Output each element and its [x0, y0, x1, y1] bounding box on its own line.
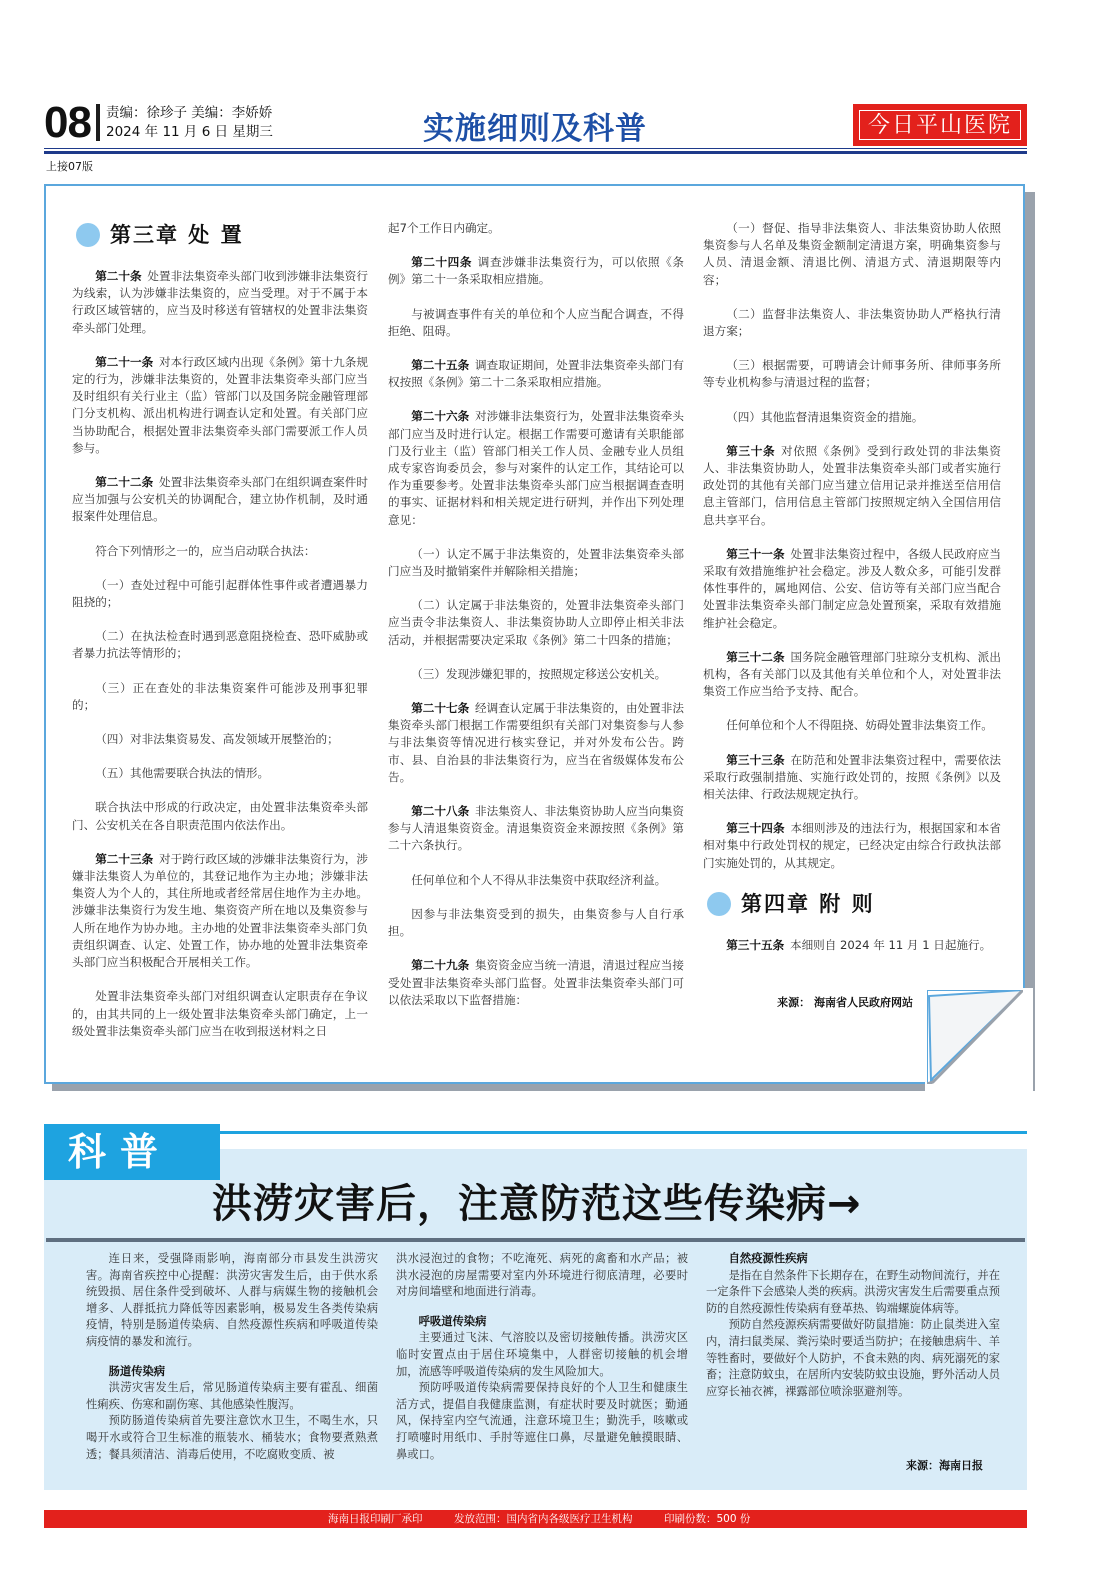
body-paragraph: 预防肠道传染病首先要注意饮水卫生，不喝生水，只喝开水或符合卫生标准的瓶装水、桶装水；食物要煮熟煮透；餐具须清洁、消毒后使用，不吃腐败变质、被 [86, 1414, 378, 1461]
article-text: 联合执法中形成的行政决定，由处置非法集资牵头部门、公安机关在各自职责范围内依法作出。 [72, 800, 368, 832]
chapter-heading [72, 220, 368, 254]
article-text: （一）督促、指导非法集资人、非法集资协助人依照集资参与人名单及集资金额制定清退方案，明确集资参与人员、清退金额、清退比例、清退方式、清退期限等内容； [703, 221, 1001, 287]
article-paragraph [388, 306, 684, 340]
chapter-title: 第四章 附 则 [741, 891, 875, 916]
article-text: 对依照《条例》受到行政处罚的非法集资人、非法集资协助人，处置非法集资牵头部门或者实施行政处罚的其他有关部门应当建立信用记录并推送至信用信息主管部门，信用信息主管部门按照规定纳入全国信用信息共享平台。 [703, 443, 1001, 527]
article-text: 集资资金应当统一清退，清退过程应当接受处置非法集资牵头部门监督。处置非法集资牵头部门可以依法采取以下监督措施： [388, 958, 684, 1007]
article-text: 在防范和处置非法集资过程中，需要依法采取行政强制措施、实施行政处罚的，按照《条例》以及相关法律、行政法规规定执行。 [703, 752, 1001, 802]
science-tab: 科普 [44, 1124, 220, 1180]
article-paragraph [388, 546, 684, 580]
article-number: 第二十八条 [411, 804, 470, 819]
intro-paragraph: 连日来，受强降雨影响，海南部分市县发生洪涝灾害。海南省疾控中心提醒：洪涝灾害发生后，由于供水系统毁损、居住条件受到破坏、人群与病媒生物的接触机会增多、人群抵抗力降低等因素影响，极易发生各类传染病疫情，特别是肠道传染病、自然疫源性疾病和呼吸道传染病疫情的暴发和流行。 [86, 1252, 378, 1348]
article-paragraph [72, 731, 368, 748]
article-number: 第二十三条 [95, 851, 154, 866]
article-text: 处置非法集资牵头部门对组织调查认定职责存在争议的，由其共同的上一级处置非法集资牵头部门确定，上一级处置非法集资牵头部门应当在收到报送材料之日 [72, 989, 368, 1038]
regulation-column-1 [72, 220, 368, 1040]
article-text: 本细则自 2024 年 11 月 1 日起施行。 [789, 937, 992, 952]
article-paragraph [388, 220, 684, 237]
body-paragraph: 洪涝灾害发生后，常见肠道传染病主要有霍乱、细菌性痢疾、伤寒和副伤寒、其他感染性腹泻。 [86, 1381, 378, 1411]
article-number: 第三十条 [726, 443, 776, 458]
science-headline: 洪涝灾害后，注意防范这些传染病→ [212, 1181, 862, 1227]
body-paragraph: 主要通过飞沫、气溶胶以及密切接触传播。洪涝灾区临时安置点由于居住环境集中，人群密切接触的机会增加，流感等呼吸道传染病的发生风险加大。 [396, 1331, 688, 1378]
article-number: 第二十一条 [95, 354, 154, 369]
article-text: 起7个工作日内确定。 [388, 221, 500, 235]
body-paragraph: 是指在自然条件下长期存在，在野生动物间流行，并在一定条件下会感染人类的疾病。洪涝灾害发生后需要重点预防的自然疫源性传染病有登革热、钩端螺旋体病等。 [706, 1268, 1000, 1315]
article-paragraph [388, 408, 684, 528]
bullet-dot-icon [76, 223, 100, 247]
body-paragraph: 预防自然疫源疾病需要做好防鼠措施：防止鼠类进入室内，清扫鼠类屎、粪污染时要适当防护；在接触患病牛、羊等牲畜时，要做好个人防护，不食未熟的肉、病死溺死的家畜；注意防蚊虫，在居所内安装防蚊虫设施，野外活动人员应穿长袖衣裤，裸露部位喷涂驱避剂等。 [706, 1318, 1000, 1398]
page-number: 08 [44, 98, 91, 147]
science-column-1 [86, 1251, 378, 1463]
article-text: 与被调查事件有关的单位和个人应当配合调查，不得拒绝、阻碍。 [388, 306, 684, 338]
science-source: 来源：海南日报 [906, 1459, 983, 1472]
article-number: 第二十九条 [411, 958, 470, 973]
article-text: 处置非法集资牵头部门在组织调查案件时应当加强与公安机关的协调配合，建立协作机制，及时通报案件处理信息。 [72, 475, 368, 524]
science-column-3 [706, 1251, 1000, 1400]
article-paragraph [72, 680, 368, 714]
footer-bar [44, 1510, 1027, 1528]
article-text: （三）发现涉嫌犯罪的，按照规定移送公安机关。 [411, 666, 667, 681]
header-divider [96, 104, 100, 141]
article-paragraph [703, 443, 1001, 529]
article-paragraph [72, 268, 368, 337]
article-paragraph [703, 649, 1001, 701]
regulation-column-2 [388, 220, 684, 1009]
article-paragraph [388, 872, 684, 889]
article-number: 第二十二条 [95, 475, 154, 490]
header-rule [44, 148, 1027, 149]
article-text: （二）监督非法集资人、非法集资协助人严格执行清退方案； [703, 306, 1001, 339]
footer-copies: 印刷份数：500 份 [664, 1513, 751, 1525]
article-number: 第二十六条 [411, 409, 470, 424]
article-number: 第三十四条 [726, 821, 785, 836]
article-text: （五）其他需要联合执法的情形。 [95, 766, 270, 781]
subheading-natural-focus: 自然疫源性疾病 [728, 1252, 808, 1265]
article-text: 非法集资人、非法集资协助人应当向集资参与人清退集资资金。清退集资资金来源按照《条例》第二十六条执行。 [388, 804, 684, 853]
article-number: 第二十条 [95, 269, 142, 283]
chapter-title: 第三章 处 置 [110, 223, 244, 247]
chapter-heading [703, 889, 1001, 923]
article-paragraph [72, 988, 368, 1040]
article-text: （四）其他监督清退集资资金的措施。 [726, 409, 924, 424]
article-paragraph [388, 597, 684, 649]
article-text: 调查涉嫌非法集资行为，可以依照《条例》第二十一条采取相应措施。 [388, 255, 684, 287]
article-text: （二）认定属于非法集资的，处置非法集资牵头部门应当责令非法集资人、非法集资协助人立即停止相关非法活动，并根据需要决定采取《条例》第二十四条的措施； [388, 598, 684, 647]
regulation-source: 来源： 海南省人民政府网站 [777, 996, 913, 1010]
article-text: （三）根据需要，可聘请会计师事务所、律师事务所等专业机构参与清退过程的监督； [703, 358, 1001, 390]
editors-line: 责编：徐珍子 美编：李娇娇 [106, 105, 273, 121]
subheading-respiratory: 呼吸道传染病 [418, 1314, 487, 1328]
article-text: 国务院金融管理部门驻琼分支机构、派出机构，各有关部门以及其他有关单位和个人，对处置非法集资工作应当给予支持、配合。 [703, 649, 1001, 699]
article-paragraph [703, 357, 1001, 391]
article-text: 符合下列情形之一的，应当启动联合执法： [95, 543, 316, 558]
article-number: 第三十二条 [726, 649, 785, 664]
article-paragraph [388, 957, 684, 1009]
article-text: 处置非法集资过程中，各级人民政府应当采取有效措施维护社会稳定。涉及人数众多，可能引发群体性事件的，属地网信、公安、信访等有关部门应当配合处置非法集资牵头部门制定应急处置预案，采取有效措施维护社会稳定。 [703, 546, 1001, 630]
article-paragraph [72, 543, 368, 560]
article-number: 第二十七条 [411, 701, 470, 716]
article-text: （一）查处过程中可能引起群体性事件或者遭遇暴力阻挠的； [72, 577, 368, 610]
article-text: 本细则涉及的违法行为，根据国家和本省相对集中行政处罚权的规定，已经决定由综合行政执法部门实施处罚的，从其规定。 [703, 821, 1001, 870]
article-paragraph [703, 752, 1001, 804]
article-paragraph [72, 765, 368, 782]
article-paragraph [72, 851, 368, 971]
article-number: 第二十四条 [411, 255, 472, 270]
article-number: 第三十三条 [726, 752, 785, 767]
article-paragraph [388, 357, 684, 391]
science-top-rule [220, 1131, 1027, 1134]
article-paragraph [388, 666, 684, 683]
article-text: 对涉嫌非法集资行为，处置非法集资牵头部门应当及时进行认定。根据工作需要可邀请有关职能部门及行业主（监）管部门相关工作人员、金融专业人员组成专家咨询委员会，参与对案件的认定工作，其结论可以作为重要参考。处置非法集资牵头部门应当根据调查查明的事实、证据材料和相关规定进行研判，并作出下列处理意见： [388, 409, 684, 527]
article-paragraph [388, 803, 684, 855]
regulation-column-3 [703, 220, 1001, 1011]
article-paragraph [72, 577, 368, 611]
article-paragraph [703, 546, 1001, 632]
article-paragraph [703, 820, 1001, 872]
science-headline-rule [46, 1238, 1025, 1242]
article-paragraph [703, 306, 1001, 340]
article-paragraph [388, 254, 684, 288]
article-paragraph [388, 906, 684, 940]
article-paragraph [72, 628, 368, 662]
article-text: （四）对非法集资易发、高发领域开展整治的； [95, 732, 339, 747]
science-column-2 [396, 1251, 688, 1463]
article-text: （一）认定不属于非法集资的，处置非法集资牵头部门应当及时撤销案件并解除相关措施； [388, 546, 684, 579]
article-text: 对于跨行政区域的涉嫌非法集资行为，涉嫌非法集资人为单位的，其登记地作为主办地；涉嫌非法集资人为个人的，其住所地或者经常居住地作为主办地。涉嫌非法集资行为发生地、集资资产所在地以及集资参与人所在地作为协办地。主办地的处置非法集资牵头部门负责组织调查、认定、处置工作，协办地的处置非法集资牵头部门应当积极配合开展相关工作。 [72, 851, 368, 970]
article-number: 第三十一条 [726, 546, 785, 561]
article-paragraph [388, 700, 684, 786]
masthead-badge [853, 104, 1027, 146]
article-paragraph [72, 474, 368, 526]
masthead-text: 今日平山医院 [859, 110, 1021, 140]
header-rule-thick [44, 151, 1027, 154]
article-paragraph [703, 937, 1001, 954]
bullet-dot-icon [707, 892, 731, 916]
header-meta [106, 104, 273, 142]
article-text: （三）正在查处的非法集资案件可能涉及刑事犯罪的； [72, 680, 368, 712]
article-number: 第二十五条 [411, 358, 470, 373]
date-line: 2024 年 11 月 6 日 星期三 [106, 124, 273, 140]
footer-distribution: 发放范围：国内省内各级医疗卫生机构 [454, 1513, 633, 1525]
article-text: 任何单位和个人不得阻挠、妨碍处置非法集资工作。 [726, 718, 993, 733]
body-paragraph: 洪水浸泡过的食物；不吃淹死、病死的禽畜和水产品；被洪水浸泡的房屋需要对室内外环境进行彻底清理，必要时对房间墙壁和地面进行消毒。 [396, 1252, 688, 1299]
section-title: 实施细则及科普 [423, 111, 647, 147]
article-paragraph [703, 409, 1001, 426]
footer-printer: 海南日报印刷厂承印 [328, 1513, 423, 1525]
subheading-intestinal: 肠道传染病 [108, 1364, 166, 1378]
article-text: 调查取证期间，处置非法集资牵头部门有权按照《条例》第二十二条采取相应措施。 [388, 358, 684, 390]
article-text: 对本行政区域内出现《条例》第十九条规定的行为，涉嫌非法集资的，处置非法集资牵头部门应当及时组织有关行业主（监）管部门以及国务院金融管理部门分支机构、派出机构进行调查认定和处置。有关部门应当协助配合，根据处置非法集资牵头部门需要派工作人员参与。 [72, 354, 368, 455]
article-text: 因参与非法集资受到的损失，由集资参与人自行承担。 [388, 906, 684, 939]
article-paragraph [72, 799, 368, 833]
body-paragraph: 预防呼吸道传染病需要保持良好的个人卫生和健康生活方式，提倡自我健康监测，有症状时要及时就医；勤通风，保持室内空气流通，注意环境卫生；勤洗手，咳嗽或打喷嚏时用纸巾、手肘等遮住口鼻，尽量避免触摸眼睛、鼻或口。 [396, 1381, 688, 1461]
article-paragraph [72, 354, 368, 457]
article-paragraph [703, 717, 1001, 734]
article-text: 经调查认定属于非法集资的，由处置非法集资牵头部门根据工作需要组织有关部门对集资参与人参与非法集资等情况进行核实登记，并对外发布公告。跨市、县、自治县的非法集资行为，应当在省级媒体发布公告。 [388, 701, 684, 784]
article-paragraph [703, 220, 1001, 289]
article-text: （二）在执法检查时遇到恶意阻挠检查、恐吓威胁或者暴力抗法等情形的； [72, 629, 368, 661]
continued-note: 上接07版 [46, 160, 93, 173]
article-text: 处置非法集资牵头部门收到涉嫌非法集资行为线索，认为涉嫌非法集资的，应当受理。对于不属于本行政区域管辖的，应当及时移送有管辖权的处置非法集资牵头部门处理。 [72, 269, 368, 335]
article-text: 任何单位和个人不得从非法集资中获取经济利益。 [411, 872, 667, 887]
article-number: 第三十五条 [726, 937, 785, 952]
